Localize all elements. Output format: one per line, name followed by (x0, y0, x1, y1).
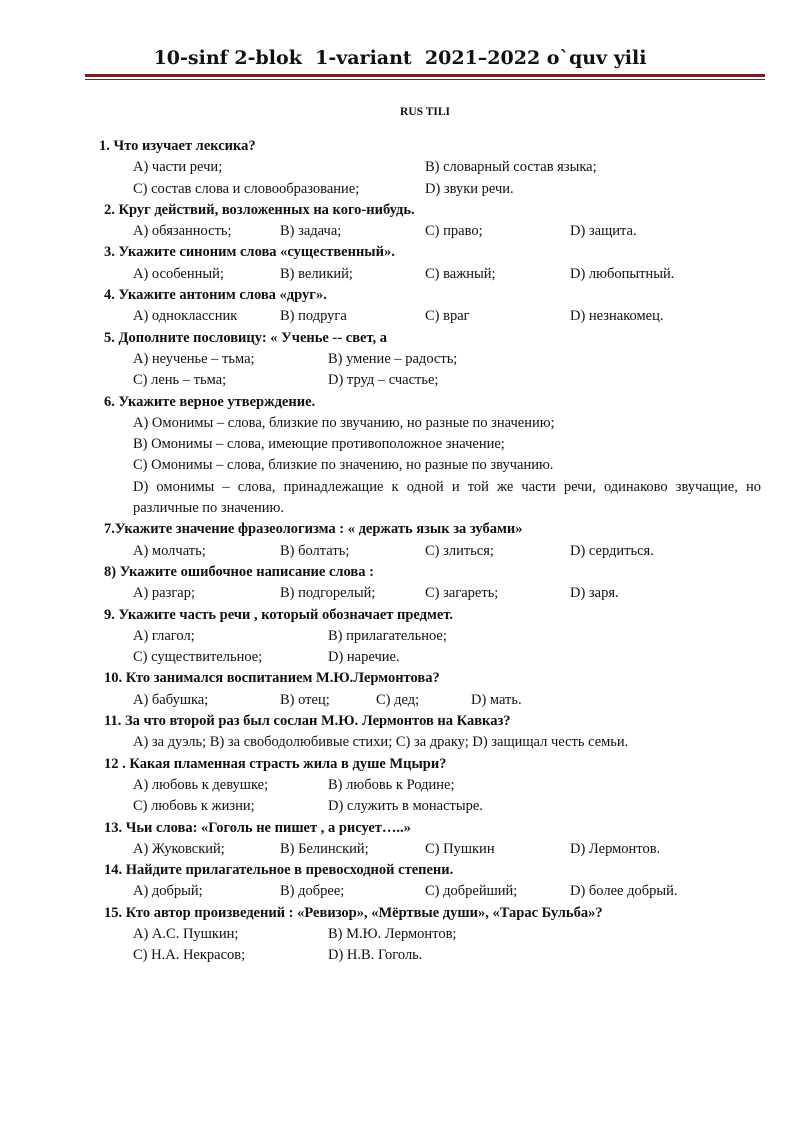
answer-option: С) Н.А. Некрасов; (133, 947, 246, 964)
question-15 (0, 903, 800, 967)
answer-options (0, 541, 800, 562)
option-row (0, 541, 800, 562)
answer-option: А) особенный; (133, 265, 224, 282)
answer-option: D) труд – счастье; (328, 372, 439, 389)
question-text: 10. Кто занимался воспитанием М.Ю.Лермонтова? (104, 670, 440, 687)
answer-option: А) неученье – тьма; (133, 350, 255, 367)
option-row (0, 157, 800, 178)
answer-option: D) любопытный. (570, 265, 675, 282)
answer-options (0, 775, 800, 818)
question-text: 1. Что изучает лексика? (99, 138, 256, 154)
answer-option: С) добрейший; (425, 883, 518, 900)
answer-option: С) Пушкин (425, 840, 495, 857)
option-row (0, 264, 800, 285)
question-8 (0, 562, 800, 605)
question-3 (0, 242, 800, 285)
option-row (0, 179, 800, 200)
question-text: 3. Укажите синоним слова «существенный». (104, 244, 395, 261)
answer-option: В) любовь к Родине; (328, 776, 455, 793)
option-row (0, 881, 800, 902)
answer-option: С) лень – тьма; (133, 372, 227, 389)
answer-option: А) Омонимы – слова, близкие по звучанию, но разные по значению; (133, 414, 555, 431)
answer-option: В) умение – радость; (328, 350, 458, 367)
answer-option: С) право; (425, 223, 483, 240)
question-list (0, 136, 800, 967)
answer-option: С) Омонимы – слова, близкие по значению, но разные по звучанию. (133, 457, 554, 474)
answer-option: D) омонимы – слова, принадлежащие к одной и той же части речи, одинаково звучащие, но различные по значению. (133, 478, 761, 517)
answer-option: D) служить в монастыре. (328, 798, 483, 815)
answer-option: D) Н.В. Гоголь. (328, 947, 423, 964)
answer-option: В) подгорелый; (280, 585, 376, 602)
question-text: 6. Укажите верное утверждение. (104, 393, 316, 410)
answer-option: С) дед; (376, 691, 420, 708)
answer-option: С) загареть; (425, 585, 499, 602)
answer-option: D) защита. (570, 223, 637, 240)
question-9 (0, 605, 800, 669)
answer-option: А) разгар; (133, 585, 196, 602)
answer-options (0, 839, 800, 860)
answer-option: С) важный; (425, 265, 496, 282)
answer-option: В) болтать; (280, 542, 350, 559)
option-row (0, 349, 800, 370)
option-row (0, 839, 800, 860)
question-text: 5. Дополните пословицу: « Ученье -- свет, а (104, 329, 388, 346)
question-5 (0, 328, 800, 392)
option-row (0, 306, 800, 327)
question-text: 8) Укажите ошибочное написание слова : (104, 563, 374, 580)
option-row (0, 583, 800, 604)
subject-title: RUS TILI (400, 106, 450, 118)
question-12 (0, 754, 800, 818)
option-row (0, 221, 800, 242)
answer-option: D) более добрый. (570, 883, 678, 900)
question-text: 14. Найдите прилагательное в превосходной степени. (104, 862, 454, 879)
question-text: 7.Укажите значение фразеологизма : « держать язык за зубами» (104, 521, 523, 538)
answer-option: С) любовь к жизни; (133, 798, 255, 815)
question-text: 15. Кто автор произведений : «Ревизор», «Мёртвые души», «Тарас Бульба»? (104, 904, 603, 921)
answer-option: D) мать. (471, 691, 522, 708)
answer-option: В) Белинский; (280, 840, 369, 857)
answer-option: А) добрый; (133, 883, 203, 900)
option-row (0, 370, 800, 391)
question-text: 2. Круг действий, возложенных на кого-нибудь. (104, 201, 415, 218)
option-row (0, 796, 800, 817)
answer-option: В) словарный состав языка; (425, 159, 597, 176)
answer-option: А) глагол; (133, 627, 195, 644)
answer-options (0, 626, 800, 669)
question-text: 9. Укажите часть речи , который обозначает предмет. (104, 606, 453, 623)
option-row (0, 647, 800, 668)
option-row (0, 690, 800, 711)
question-13 (0, 818, 800, 861)
answer-option: D) звуки речи. (425, 180, 514, 197)
answer-option: А) Жуковский; (133, 840, 225, 857)
answer-option: А) молчать; (133, 542, 206, 559)
answer-option: В) великий; (280, 265, 353, 282)
answer-option: D) Лермонтов. (570, 840, 661, 857)
answer-option: С) состав слова и словообразование; (133, 180, 360, 197)
answer-option: D) наречие. (328, 649, 400, 666)
question-6 (0, 392, 800, 520)
answer-options (0, 221, 800, 242)
answer-option: В) подруга (280, 308, 347, 325)
answer-options (0, 264, 800, 285)
answer-option: С) враг (425, 308, 470, 325)
answer-options (0, 881, 800, 902)
answer-options (0, 306, 800, 327)
question-7 (0, 519, 800, 562)
question-text: 4. Укажите антоним слова «друг». (104, 287, 327, 304)
header-rule-thick (85, 74, 765, 77)
header-rule-thin (85, 79, 765, 80)
answer-option: В) добрее; (280, 883, 345, 900)
answer-option: С) существительное; (133, 649, 263, 666)
option-row (0, 775, 800, 796)
question-1 (0, 136, 800, 200)
question-11 (0, 711, 800, 754)
answer-option: А) за дуэль; В) за свободолюбивые стихи; С) за драку; D) защищал честь семьи. (133, 734, 629, 751)
answer-options (0, 690, 800, 711)
answer-option: А) обязанность; (133, 223, 232, 240)
answer-option: В) прилагательное; (328, 627, 447, 644)
answer-options (0, 924, 800, 967)
question-4 (0, 285, 800, 328)
option-row (0, 945, 800, 966)
answer-options (0, 583, 800, 604)
answer-option: А) А.С. Пушкин; (133, 925, 239, 942)
question-14 (0, 860, 800, 903)
question-text: 11. За что второй раз был сослан М.Ю. Лермонтов на Кавказ? (104, 713, 511, 730)
question-10 (0, 668, 800, 711)
answer-option: D) незнакомец. (570, 308, 664, 325)
question-text: 12 . Какая пламенная страсть жила в душе Мцыри? (104, 755, 447, 772)
answer-options (0, 157, 800, 200)
option-row (0, 924, 800, 945)
answer-option: А) бабушка; (133, 691, 209, 708)
question-2 (0, 200, 800, 243)
answer-option: В) М.Ю. Лермонтов; (328, 925, 457, 942)
question-text: 13. Чьи слова: «Гоголь не пишет , а рисует…..» (104, 819, 411, 836)
answer-option: D) сердиться. (570, 542, 654, 559)
answer-options (0, 413, 800, 519)
answer-option: А) любовь к девушке; (133, 776, 269, 793)
answer-option: D) заря. (570, 585, 619, 602)
answer-option: В) Омонимы – слова, имеющие противоположное значение; (133, 436, 505, 453)
answer-option: А) одноклассник (133, 308, 238, 325)
answer-option: А) части речи; (133, 159, 223, 176)
answer-options (0, 349, 800, 392)
page-title: 10-sinf 2-blok 1-variant 2021–2022 o`quv yili (153, 47, 647, 69)
option-row (0, 626, 800, 647)
answer-option: В) задача; (280, 223, 342, 240)
answer-option: С) злиться; (425, 542, 494, 559)
answer-options (0, 732, 800, 753)
answer-option: В) отец; (280, 691, 330, 708)
